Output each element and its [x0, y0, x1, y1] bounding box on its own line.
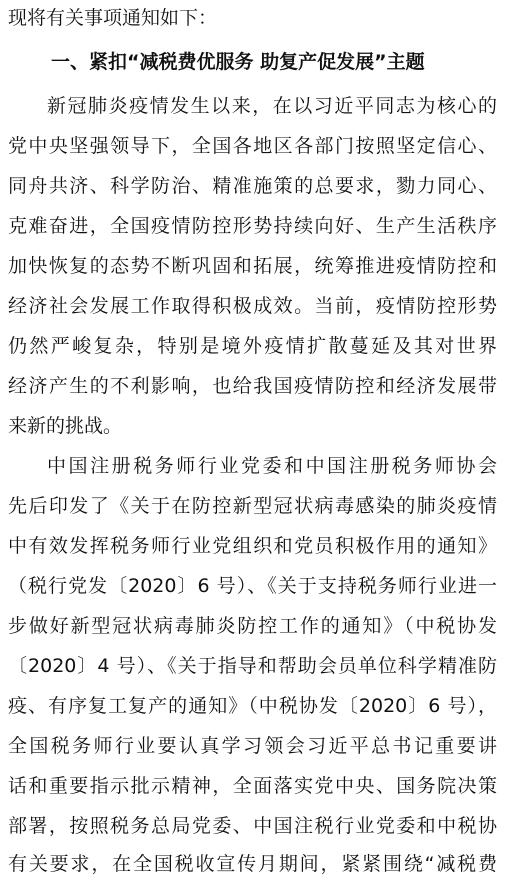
paragraph1-line: 仍然严峻复杂，特别是境外疫情扩散蔓延及其对世界 [8, 335, 497, 357]
paragraph2-line: 全国税务师行业要认真学习领会习近平总书记重要讲 [8, 735, 497, 757]
paragraph2-line: 步做好新型冠状病毒肺炎防控工作的通知》（中税协发 [8, 615, 497, 637]
paragraph1-line: 来新的挑战。 [8, 415, 123, 437]
paragraph1-line: 党中央坚强领导下，全国各地区各部门按照坚定信心、 [8, 135, 497, 157]
paragraph1-line: 加快恢复的态势不断巩固和拓展，统筹推进疫情防控和 [8, 255, 497, 277]
paragraph2-line: （税行党发〔2020〕6 号）、《关于支持税务师行业进一 [8, 575, 497, 597]
paragraph1-line: 克难奋进，全国疫情防控形势持续向好、生产生活秩序 [8, 215, 497, 237]
paragraph1-line: 经济社会发展工作取得积极成效。当前，疫情防控形势 [8, 295, 497, 317]
paragraph2-line: 中国注册税务师行业党委和中国注册税务师协会 [47, 455, 497, 477]
paragraph2-line: 先后印发了《关于在防控新型冠状病毒感染的肺炎疫情 [8, 495, 497, 517]
paragraph2-line: 有关要求，在全国税收宣传月期间，紧紧围绕“减税费 [8, 853, 497, 875]
paragraph2-line: 疫、有序复工复产的通知》（中税协发〔2020〕6 号）， [8, 695, 497, 717]
paragraph2-line: 〔2020〕4 号）、《关于指导和帮助会员单位科学精准防 [8, 655, 497, 677]
paragraph1-line: 经济产生的不利影响，也给我国疫情防控和经济发展带 [8, 375, 497, 397]
paragraph1-line: 同舟共济、科学防治、精准施策的总要求，勠力同心、 [8, 175, 497, 197]
paragraph1-line: 新冠肺炎疫情发生以来，在以习近平同志为核心的 [47, 95, 497, 117]
paragraph2-line: 话和重要指示批示精神，全面落实党中央、国务院决策 [8, 775, 497, 797]
paragraph2-line: 中有效发挥税务师行业党组织和党员积极作用的通知》 [8, 535, 497, 557]
section-heading: 一、紧扣“减税费优服务 助复产促发展”主题 [51, 51, 425, 73]
intro-line: 现将有关事项通知如下： [8, 7, 218, 29]
paragraph2-line: 部署，按照税务总局党委、中国注税行业党委和中税协 [8, 815, 497, 837]
